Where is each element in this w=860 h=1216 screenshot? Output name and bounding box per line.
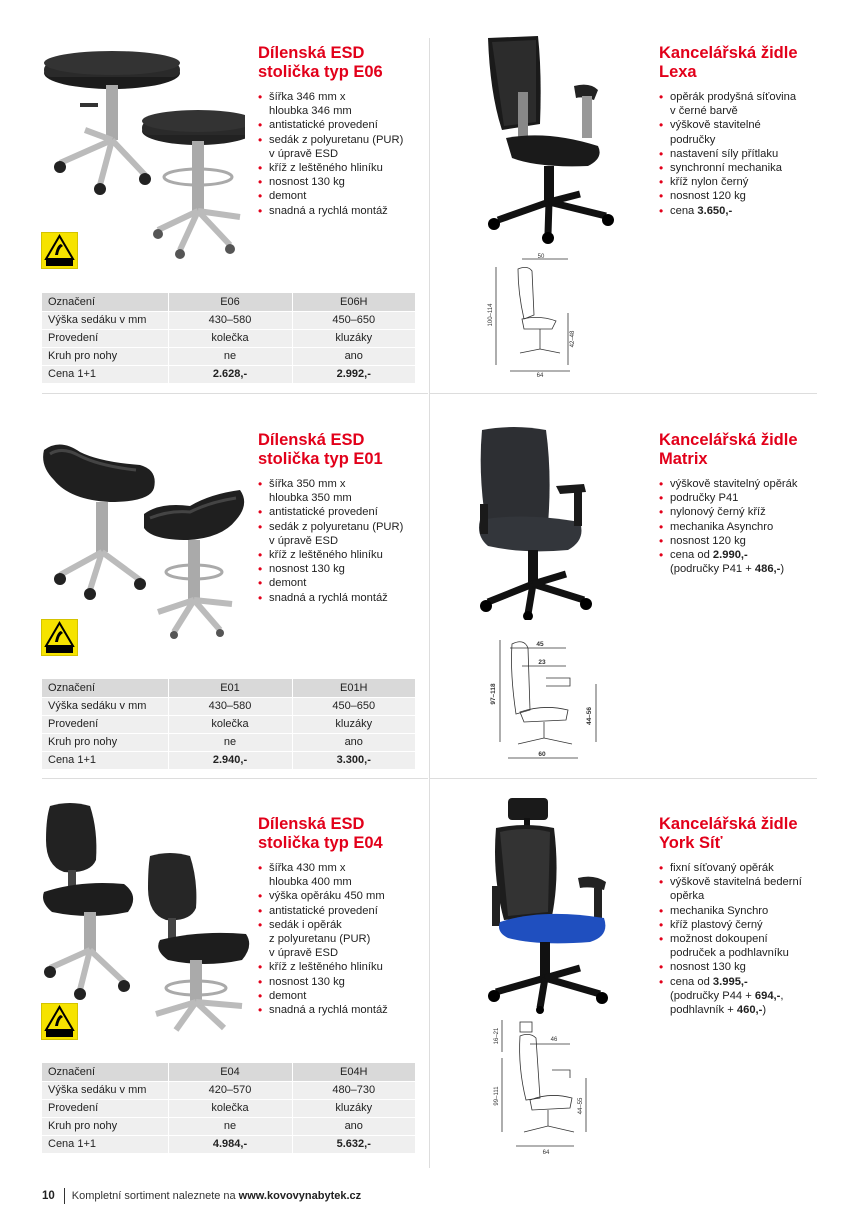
matrix-dimension-drawing: [484, 634, 604, 766]
price-item: • cena 3.650,-: [659, 204, 824, 218]
website-link[interactable]: www.kovovynabytek.cz: [238, 1190, 362, 1202]
page-number: 10: [42, 1190, 55, 1202]
table-row: Provedení kolečka kluzáky: [42, 329, 416, 347]
feature-item: • kříž z leštěného hliníku: [258, 960, 423, 974]
feature-item: v úpravě ESD: [269, 147, 339, 160]
feature-item: • nastavení síly přítlaku: [659, 147, 824, 161]
esd-warning-icon: [41, 232, 78, 269]
feature-item: • kříž nylon černý: [659, 175, 824, 189]
feature-list: [659, 90, 824, 218]
product-lexa-info: [659, 44, 824, 218]
feature-item: • nylonový černý kříž: [659, 505, 824, 519]
feature-list: [659, 861, 824, 1017]
price-value: 3.995,-: [712, 975, 748, 988]
feature-item: opěrka: [670, 890, 705, 903]
chair-matrix-photo: [474, 424, 614, 620]
feature-item: • nosnost 120 kg: [659, 534, 824, 548]
feature-item: • sedák i opěrák: [258, 918, 423, 932]
table-row: Výška sedáku v mm 420–570 480–730: [42, 1081, 416, 1099]
table-row: Cena 1+1 2.940,- 3.300,-: [42, 751, 416, 769]
product-e06-info: [258, 44, 423, 218]
feature-item: • šířka 350 mm x: [258, 477, 423, 491]
table-header-cell: E04H: [292, 1063, 416, 1081]
dim-label: 46: [550, 1037, 558, 1043]
table-header-cell: E01H: [292, 679, 416, 697]
feature-item: • nosnost 130 kg: [659, 960, 824, 974]
table-header-cell: E04: [168, 1063, 292, 1081]
feature-item: • výškově stavitelná bederní: [659, 875, 824, 889]
feature-item: hloubka 346 mm: [269, 105, 352, 118]
product-title: Dílenská ESD stolička typ E01: [258, 431, 383, 468]
product-york-info: [659, 815, 824, 1017]
table-header-cell: E01: [168, 679, 292, 697]
feature-item: područky: [670, 133, 716, 146]
product-title: Dílenská ESD stolička typ E06: [258, 44, 383, 81]
feature-list: [258, 861, 423, 1017]
esd-warning-icon: [41, 1003, 78, 1040]
table-row: Výška sedáku v mm 430–580 450–650: [42, 311, 416, 329]
stool-e04-photo: [40, 800, 250, 1035]
table-header-cell: Označení: [42, 293, 168, 311]
table-header-cell: E06H: [292, 293, 416, 311]
product-title: Dílenská ESD stolička typ E04: [258, 815, 383, 852]
feature-item: područek a podhlavníku: [670, 947, 789, 960]
dim-label: 64: [542, 1150, 550, 1156]
lexa-dimension-drawing: [480, 253, 580, 378]
feature-item: • opěrák prodyšná síťovina: [659, 90, 824, 104]
price-value: 2.940,-: [212, 754, 248, 766]
feature-item: • antistatické provedení: [258, 118, 423, 132]
price-value: 2.990,-: [712, 549, 748, 562]
dim-label: 50: [537, 254, 545, 260]
price-value: 4.984,-: [212, 1138, 248, 1150]
feature-list: [258, 90, 423, 218]
feature-item: v černé barvě: [670, 105, 738, 118]
footer-text: Kompletní sortiment naleznete na: [71, 1190, 236, 1202]
table-row: Provedení kolečka kluzáky: [42, 1099, 416, 1117]
feature-item: • kříž z leštěného hliníku: [258, 548, 423, 562]
dim-label: 42–48: [570, 330, 576, 348]
chair-lexa-photo: [478, 34, 618, 246]
feature-item: • mechanika Asynchro: [659, 520, 824, 534]
table-row: Kruh pro nohy ne ano: [42, 733, 416, 751]
feature-item: • fixní síťovaný opěrák: [659, 861, 824, 875]
table-row: Provedení kolečka kluzáky: [42, 715, 416, 733]
feature-item: • šířka 430 mm x: [258, 861, 423, 875]
feature-item: • nosnost 120 kg: [659, 189, 824, 203]
table-row: Kruh pro nohy ne ano: [42, 347, 416, 365]
price-value: 3.300,-: [336, 754, 371, 766]
feature-item: • demont: [258, 989, 423, 1003]
row-divider: [430, 393, 817, 394]
table-header-cell: Označení: [42, 1063, 168, 1081]
table-row: Kruh pro nohy ne ano: [42, 1117, 416, 1135]
feature-item: • možnost dokoupení: [659, 932, 824, 946]
product-e01-info: [258, 431, 423, 605]
price-note: (područky P44 + 694,-,: [670, 989, 784, 1002]
stool-e01-photo: [40, 440, 250, 640]
spec-table-e06: [42, 293, 416, 384]
feature-item: • mechanika Synchro: [659, 904, 824, 918]
price-value: 5.632,-: [336, 1138, 371, 1150]
feature-list: [659, 477, 824, 576]
feature-item: • demont: [258, 576, 423, 590]
row-divider: [42, 778, 428, 779]
feature-item: z polyuretanu (PUR): [269, 933, 371, 946]
feature-item: • sedák z polyuretanu (PUR): [258, 520, 423, 534]
feature-item: • snadná a rychlá montáž: [258, 591, 423, 605]
price-value: 3.650,-: [697, 204, 733, 217]
dim-label: 16–21: [494, 1027, 500, 1045]
product-matrix-info: [659, 431, 824, 576]
feature-item: v úpravě ESD: [269, 534, 339, 547]
feature-item: hloubka 350 mm: [269, 492, 352, 505]
dim-label: 23: [538, 659, 546, 666]
product-title: Kancelářská židle Lexa: [659, 44, 798, 81]
dim-label: 97–118: [490, 683, 497, 705]
york-dimension-drawing: [490, 1018, 600, 1158]
feature-item: • nosnost 130 kg: [258, 175, 423, 189]
feature-item: • šířka 346 mm x: [258, 90, 423, 104]
feature-item: • výška opěráku 450 mm: [258, 889, 423, 903]
dim-label: 44–55: [578, 1097, 584, 1115]
dim-label: 60: [538, 751, 546, 758]
row-divider: [42, 393, 428, 394]
dim-label: 44–56: [586, 706, 593, 726]
feature-item: • synchronní mechanika: [659, 161, 824, 175]
feature-item: • antistatické provedení: [258, 904, 423, 918]
table-header-cell: Označení: [42, 679, 168, 697]
dim-label: 100–114: [488, 303, 494, 327]
feature-item: • nosnost 130 kg: [258, 562, 423, 576]
feature-item: • snadná a rychlá montáž: [258, 1003, 423, 1017]
feature-item: v úpravě ESD: [269, 947, 339, 960]
table-row: Výška sedáku v mm 430–580 450–650: [42, 697, 416, 715]
feature-item: • kříž plastový černý: [659, 918, 824, 932]
price-item: • cena od 2.990,-: [659, 548, 824, 562]
feature-item: • demont: [258, 189, 423, 203]
table-header-cell: E06: [168, 293, 292, 311]
esd-warning-icon: [41, 619, 78, 656]
table-row: Cena 1+1 2.628,- 2.992,-: [42, 365, 416, 383]
feature-item: • nosnost 130 kg: [258, 975, 423, 989]
page-footer: [42, 1188, 361, 1204]
feature-item: • kříž z leštěného hliníku: [258, 161, 423, 175]
product-e04-info: [258, 815, 423, 1017]
dim-label: 45: [536, 641, 544, 648]
product-title: Kancelářská židle Matrix: [659, 431, 798, 468]
price-value: 2.628,-: [212, 368, 248, 380]
feature-item: • antistatické provedení: [258, 505, 423, 519]
spec-table-e04: [42, 1063, 416, 1154]
stool-e06-photo: [40, 45, 245, 260]
footer-divider: [64, 1188, 65, 1204]
product-title: Kancelářská židle York Síť: [659, 815, 798, 852]
price-value: 2.992,-: [336, 368, 371, 380]
chair-york-photo: [482, 796, 622, 1014]
feature-item: • výškově stavitelné: [659, 118, 824, 132]
feature-item: • sedák z polyuretanu (PUR): [258, 133, 423, 147]
dim-label: 99–111: [494, 1086, 500, 1106]
feature-item: • výškově stavitelný opěrák: [659, 477, 824, 491]
feature-item: • područky P41: [659, 491, 824, 505]
price-note: podhlavník + 460,-): [670, 1004, 767, 1017]
dim-label: 64: [536, 373, 544, 378]
row-divider: [430, 778, 817, 779]
feature-item: • snadná a rychlá montáž: [258, 204, 423, 218]
table-row: Cena 1+1 4.984,- 5.632,-: [42, 1135, 416, 1153]
spec-table-e01: [42, 679, 416, 770]
price-note: (područky P41 + 486,-): [670, 563, 785, 576]
column-divider: [429, 38, 430, 1168]
feature-list: [258, 477, 423, 605]
price-item: • cena od 3.995,-: [659, 975, 824, 989]
feature-item: hloubka 400 mm: [269, 876, 352, 889]
